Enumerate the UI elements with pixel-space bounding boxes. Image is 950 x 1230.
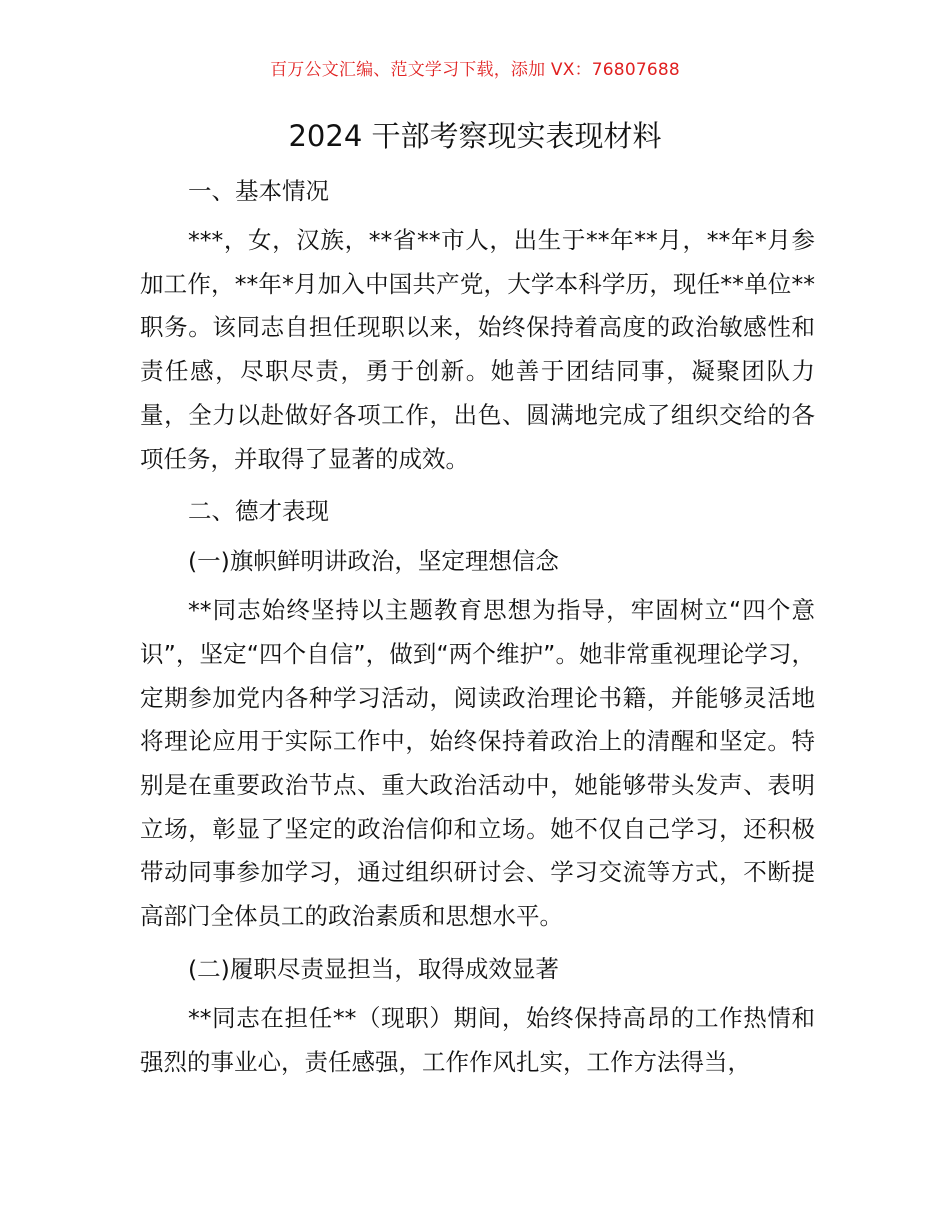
paragraph-basic: ***，女，汉族，**省**市人，出生于**年**月，**年*月参加工作，**年*月加入中国共产党，大学本科学历，现任**单位**职务。该同志自担任现职以来，始终保持着高度的政治敏感性和责任感，尽职尽责，勇于创新。她善于团结同事，凝聚团队力量，全力以赴做好各项工作，出色、圆满地完成了组织交给的各项任务，并取得了显著的成效。 bbox=[140, 226, 815, 473]
paragraph-politics: **同志始终坚持以主题教育思想为指导，牢固树立“四个意识”，坚定“四个自信”，做到“两个维护”。她非常重视理论学习，定期参加党内各种学习活动，阅读政治理论书籍，并能够灵活地将理论应用于实际工作中，始终保持着政治上的清醒和坚定。特别是在重要政治节点、重大政治活动中，她能够带头发声、表明立场，彰显了坚定的政治信仰和立场。她不仅自己学习，还积极带动同事参加学习，通过组织研讨会、学习交流等方式，不断提高部门全体员工的政治素质和思想水平。 bbox=[140, 596, 815, 931]
subsection-heading-duty: (二)履职尽责显担当，取得成效显著 bbox=[188, 954, 559, 983]
paragraph-duty: **同志在担任**（现职）期间，始终保持高昂的工作热情和强烈的事业心，责任感强，工作作风扎实，工作方法得当， bbox=[140, 1003, 815, 1076]
document-body bbox=[140, 169, 815, 1084]
section-heading-basic: 一、基本情况 bbox=[188, 177, 329, 205]
section-heading-merit: 二、德才表现 bbox=[188, 497, 329, 526]
document-title: 2024 干部考察现实表现材料 bbox=[288, 119, 662, 153]
promo-banner: 百万公文汇编、范文学习下载，添加 VX：76807688 bbox=[270, 60, 680, 80]
subsection-heading-politics: (一)旗帜鲜明讲政治，坚定理想信念 bbox=[188, 547, 559, 576]
